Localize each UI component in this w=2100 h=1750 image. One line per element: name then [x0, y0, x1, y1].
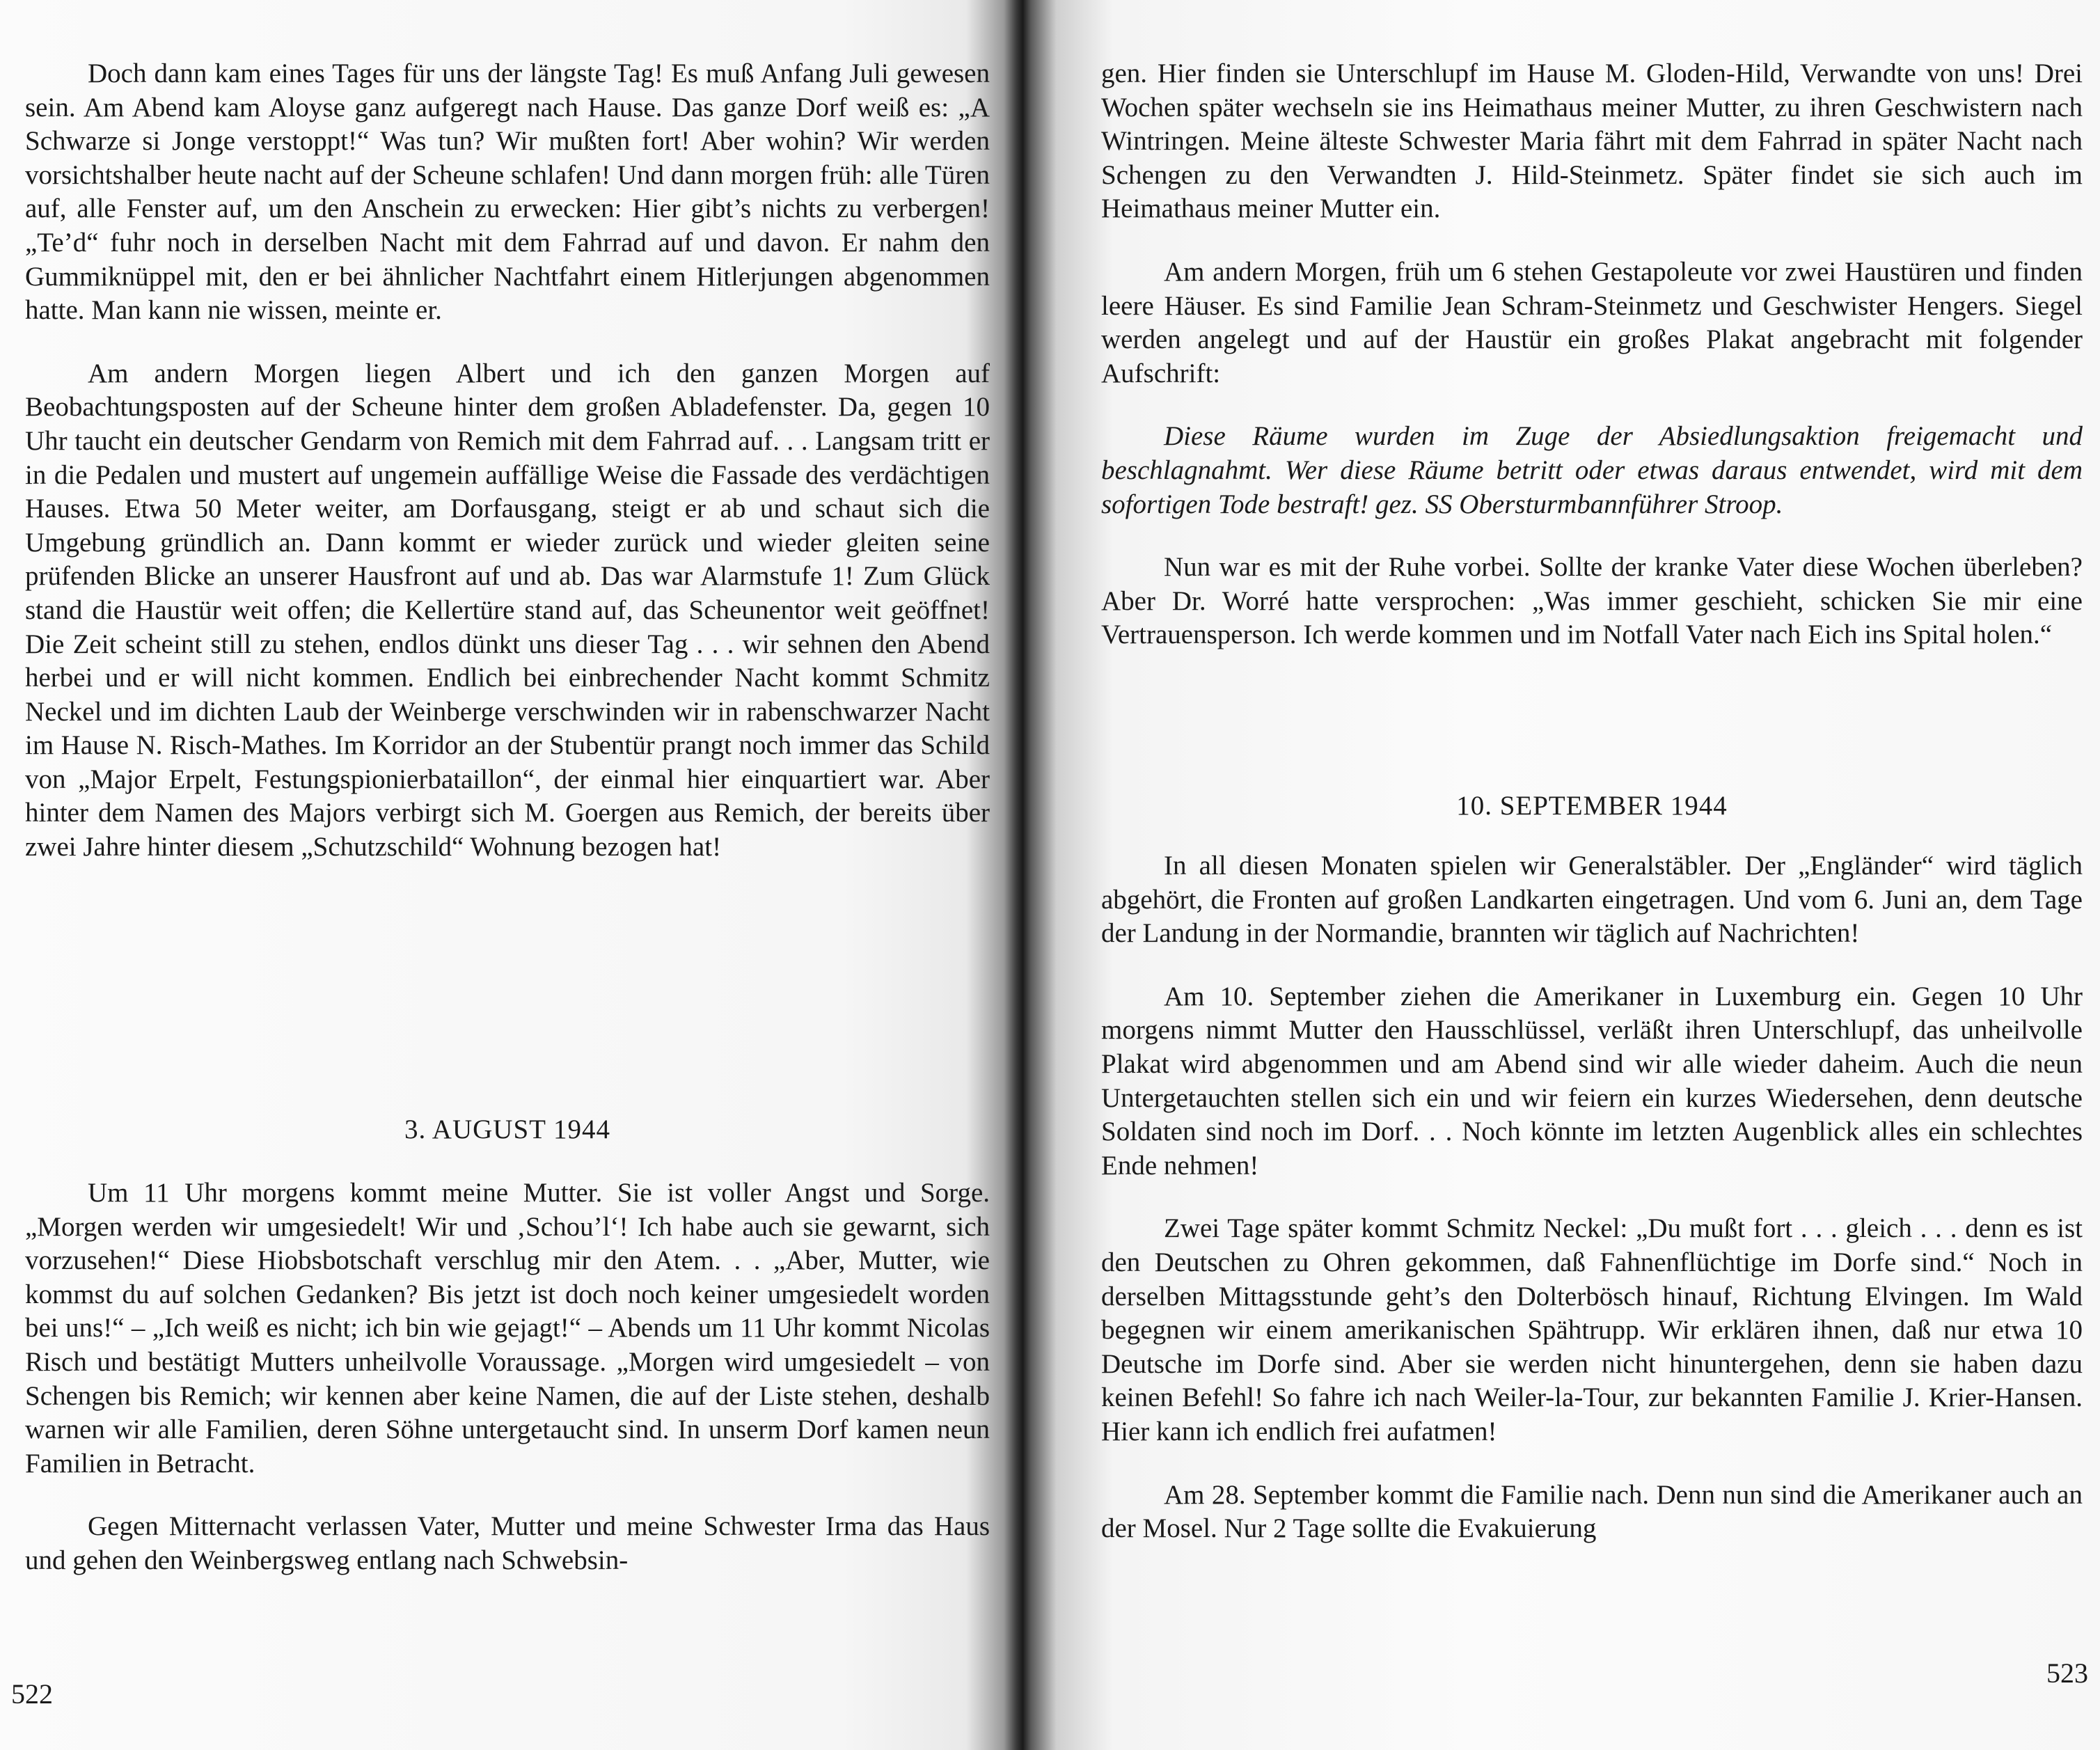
paragraph: In all diesen Monaten spielen wir Generalstäbler. Der „Engländer“ wird täglich abgehört, die Fronten auf großen Landkarten eingetragen. Und vom 6. Juni an, dem Tage der Landung in der Normandie, brannten wir täglich auf Nachrichten! [1101, 851, 2083, 949]
left-text-block-1 [25, 57, 990, 865]
paragraph: Nun war es mit der Ruhe vorbei. Sollte der kranke Vater diese Wochen überleben? Aber Dr. Worré hatte versprochen: „Was immer geschieht, schicken Sie mir eine Vertrauensperson. Ich werde kommen und im Notfall Vater nach Eich ins Spital holen.“ [1101, 552, 2083, 650]
paragraph: Gegen Mitternacht verlassen Vater, Mutter und meine Schwester Irma das Haus und gehen den Weinbergsweg entlang nach Schwebsin- [25, 1511, 990, 1575]
right-text-block-2 [1101, 849, 2083, 1546]
paragraph: Am 28. September kommt die Familie nach. Denn nun sind die Amerikaner auch an der Mosel. Nur 2 Tage sollte die Evakuierung [1101, 1479, 2083, 1544]
paragraph: Am andern Morgen liegen Albert und ich den ganzen Morgen auf Beobachtungsposten auf der Scheune hinter dem großen Abladefenster. Da, gegen 10 Uhr taucht ein deutscher Gendarm von Remich mit dem Fahrrad auf. . . Langsam tritt er in die Pedalen und mustert auf ungemein auffällige Weise die Fassade des verdächtigen Hauses. Etwa 50 Meter weiter, am Dorfausgang, steigt er ab und schaut sich die Umgebung gründlich an. Dann kommt er wieder zurück und wieder gleiten seine prüfenden Blicke an unserer Hausfront auf und ab. Das war Alarmstufe 1! Zum Glück stand die Haustür weit offen; die Kellertüre stand auf, das Scheunentor weit geöffnet! Die Zeit scheint still zu stehen, endlos dünkt uns dieser Tag . . . wir sehnen den Abend herbei und er will nicht kommen. Endlich bei einbrechender Nacht kommt Schmitz Neckel und im dichten Laub der Weinberge verschwinden wir in rabenschwarzer Nacht im Hause N. Risch-Mathes. Im Korridor an der Stubentür prangt noch immer das Schild von „Major Erpelt, Festungspionierbataillon“, der einmal hier einquartiert war. Aber hinter dem Namen des Majors verbirgt sich M. Goergen aus Remich, der bereits über zwei Jahre hinter diesem „Schutzschild“ Wohnung bezogen hat! [25, 358, 990, 862]
paragraph: Um 11 Uhr morgens kommt meine Mutter. Sie ist voller Angst und Sorge. „Morgen werden wir umgesiedelt! Wir und ‚Schou’l‘! Ich habe auch sie gewarnt, sich vorzusehen!“ Diese Hiobsbotschaft verschlug mir den Atem. . . „Aber, Mutter, wie kommst du auf solchen Gedanken? Bis jetzt ist doch noch keiner umgesiedelt worden bei uns!“ – „Ich weiß es nicht; ich bin wie gejagt!“ – Abends um 11 Uhr kommt Nicolas Risch und bestätigt Mutters unheilvolle Voraussage. „Morgen wird umgesiedelt – von Schengen bis Remich; wir kennen aber keine Namen, die auf der Liste stehen, deshalb warnen wir alle Familien, deren Söhne untergetaucht sind. In unserm Dorf kamen neun Familien in Betracht. [25, 1178, 990, 1479]
section-heading: 3. AUGUST 1944 [404, 1114, 611, 1144]
paragraph: gen. Hier finden sie Unterschlupf im Hause M. Gloden-Hild, Verwandte von uns! Drei Wochen später wechseln sie ins Heimathaus meiner Mutter, zu ihren Geschwistern nach Wintringen. Meine älteste Schwester Maria fährt mit dem Fahrrad in später Nacht nach Schengen zu den Verwandten J. Hild-Steinmetz. Später findet sie sich auch im Heimathaus meiner Mutter ein. [1101, 58, 2083, 224]
section-heading: 10. SEPTEMBER 1944 [1456, 791, 1728, 821]
right-page [1058, 0, 2100, 1750]
proclamation-quote: Diese Räume wurden im Zuge der Absiedlungsaktion freigemacht und beschlagnahmt. Wer diese Räume betritt oder etwas daraus entwendet, wird mit dem sofortigen Tode bestraft! gez. SS Obersturmbannführer Stroop. [1101, 421, 2083, 519]
paragraph: Am andern Morgen, früh um 6 stehen Gestapoleute vor zwei Haustüren und finden leere Häuser. Es sind Familie Jean Schram-Steinmetz und Geschwister Hengers. Siegel werden angelegt und auf der Haustür ein großes Plakat angebracht mit folgender Aufschrift: [1101, 256, 2083, 388]
paragraph: Am 10. September ziehen die Amerikaner in Luxemburg ein. Gegen 10 Uhr morgens nimmt Mutter den Hausschlüssel, verläßt ihren Unterschlupf, das unheilvolle Plakat wird abgenommen und am Abend sind wir alle wieder daheim. Auch die neun Untergetauchten stellen sich ein und wir feiern ein kurzes Wiedersehen, denn deutsche Soldaten sind noch im Dorf. . . Noch könnte im letzten Augenblick alles ein schlechtes Ende nehmen! [1101, 981, 2083, 1181]
right-text-block-1 [1101, 57, 2083, 652]
paragraph: Doch dann kam eines Tages für uns der längste Tag! Es muß Anfang Juli gewesen sein. Am Abend kam Aloyse ganz aufgeregt nach Hause. Das ganze Dorf weiß es: „A Schwarze si Jonge verstoppt!“ Was tun? Wir mußten fort! Aber wohin? Wir werden vorsichtshalber heute nacht auf der Scheune schlafen! Und dann morgen früh: alle Türen auf, alle Fenster auf, um den Anschein zu erwecken: Hier gibt’s nichts zu verbergen! „Te’d“ fuhr noch in derselben Nacht mit dem Fahrrad auf und davon. Er nahm den Gummiknüppel mit, den er bei ähnlicher Nachtfahrt einem Hitlerjungen abgenommen hatte. Man kann nie wissen, meinte er. [25, 58, 990, 326]
paragraph: Zwei Tage später kommt Schmitz Neckel: „Du mußt fort . . . gleich . . . denn es ist den Deutschen zu Ohren gekommen, daß Fahnenflüchtige im Dorfe sind.“ Noch in derselben Mittagsstunde geht’s den Dolterbösch hinauf, Richtung Elvingen. Im Wald begegnen wir einem amerikanischen Spähtrupp. Wir erklären ihnen, daß nur etwa 10 Deutsche im Dorfe sind. Aber sie werden nicht hinuntergehen, denn sie haben dazu keinen Befehl! So fahre ich nach Weiler-la-Tour, zur bekannten Familie J. Krier-Hansen. Hier kann ich endlich frei aufatmen! [1101, 1213, 2083, 1446]
page-number: 522 [11, 1678, 53, 1710]
page-number: 523 [2046, 1657, 2088, 1689]
left-text-block-2 [25, 1176, 990, 1578]
left-page [0, 0, 1016, 1750]
